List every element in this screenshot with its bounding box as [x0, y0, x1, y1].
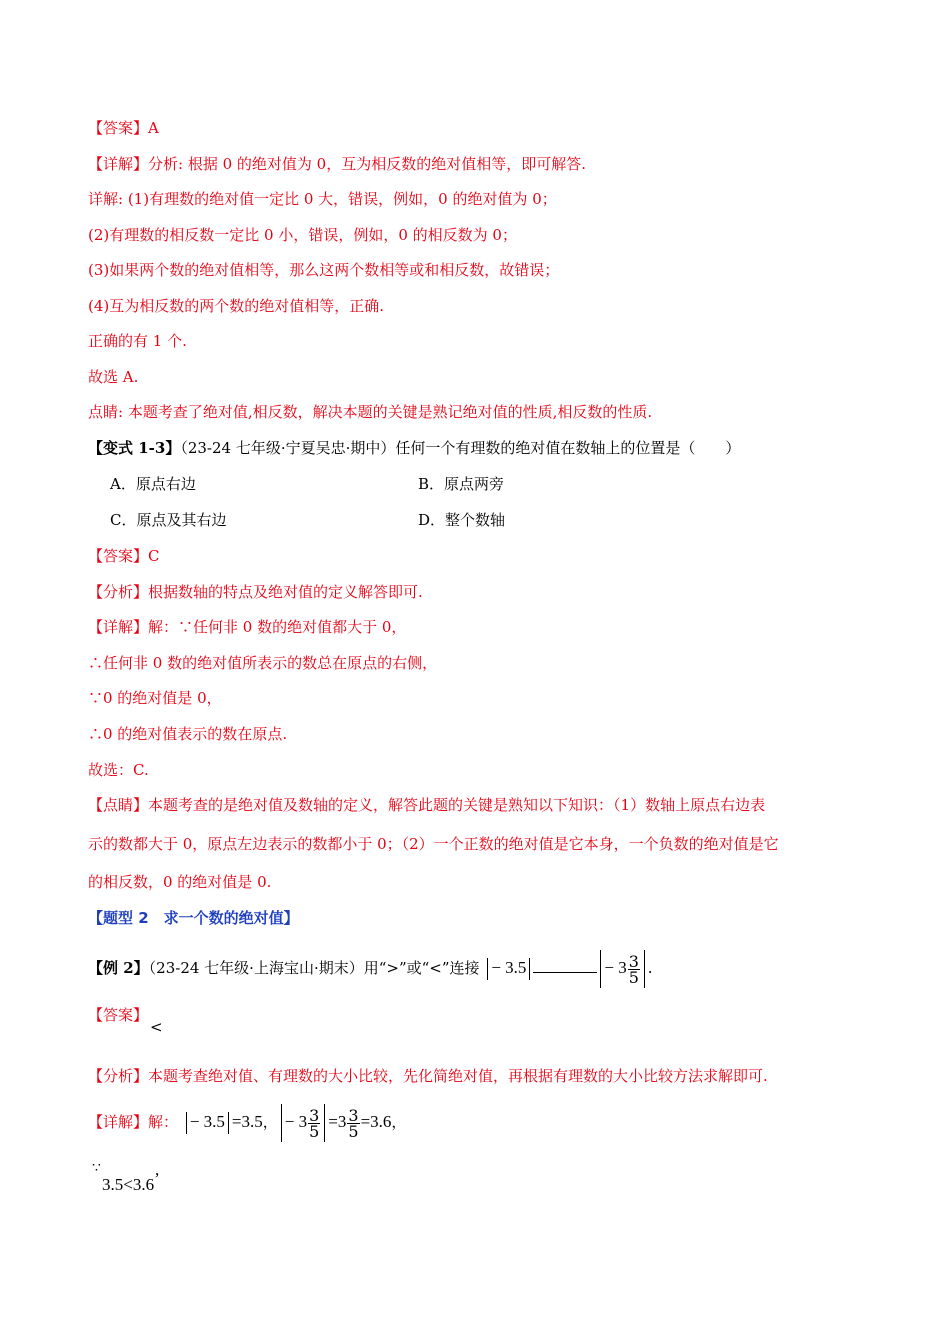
abs-bar: [600, 950, 601, 988]
fraction: $\frac{3}{5}$: [628, 951, 639, 987]
answer-line: 【答案】A: [88, 119, 159, 137]
detail-choice: 故选 A.: [88, 368, 139, 386]
fraction: $\frac{3}{5}$: [348, 1105, 359, 1141]
comment-text-1: 本题考查的是绝对值及数轴的定义，解答此题的关键是熟知以下知识：（1）数轴上原点右边表: [148, 796, 766, 814]
inequality-end: ’: [154, 1169, 160, 1188]
comment-line-2: 示的数都大于 0，原点左边表示的数都小于 0；（2）一个正数的绝对值是它本身，一个负数的绝对值是它: [88, 835, 779, 853]
abs-value-1: − 3.5: [491, 958, 527, 977]
decimal-result: =3.6: [360, 1112, 392, 1131]
detail-step-2: ∵0 的绝对值是 0，: [88, 689, 222, 707]
analysis-line: [88, 1066, 768, 1086]
question-stem: （23-24 七年级·上海宝山·期末）用“>”或“<”连接: [148, 959, 480, 977]
answer-value: <: [150, 1018, 163, 1036]
detail-tag: 【详解】: [88, 618, 149, 636]
abs-value-2-int: − 3: [604, 958, 627, 977]
analysis-line: [88, 582, 423, 602]
analysis-text: 本题考查绝对值、有理数的大小比较，先化简绝对值，再根据有理数的大小比较方法求解即可.: [148, 1067, 768, 1085]
because-symbol: ∵: [92, 1160, 101, 1176]
abs-expr-2-int: − 3: [284, 1112, 308, 1131]
inequality-text: 3.5<3.6: [102, 1175, 155, 1194]
comment-tag: 【点睛】: [88, 796, 149, 814]
answer-tag: 【答案】: [88, 1006, 149, 1024]
abs-result-2: =3: [328, 1112, 347, 1131]
question-stem: （23-24 七年级·宁夏吴忠·期中）任何一个有理数的绝对值在数轴上的位置是（ ）: [180, 439, 741, 457]
comment-line-3: 的相反数，0 的绝对值是 0.: [88, 873, 272, 891]
abs-result-1: =3.5: [231, 1112, 263, 1131]
end-period: .: [647, 958, 653, 977]
detail-line: [88, 1104, 406, 1142]
abs-bar: [186, 1112, 187, 1134]
comma: ，: [262, 1113, 278, 1131]
abs-expr-1: − 3.5: [189, 1112, 225, 1131]
fraction: $\frac{3}{5}$: [309, 1105, 320, 1141]
comment-line-1: [88, 795, 765, 815]
section-title: 【题型 2 求一个数的绝对值】: [88, 909, 299, 927]
answer-value: C: [148, 547, 160, 565]
option-a: A．原点右边: [110, 475, 196, 493]
detail-step-1: ∴任何非 0 数的绝对值所表示的数总在原点的右侧，: [88, 654, 438, 672]
abs-bar: [324, 1104, 325, 1142]
detail-step-3: (3)如果两个数的绝对值相等，那么这两个数相等或和相反数，故错误；: [88, 261, 560, 279]
question-label: 【例 2】: [88, 959, 149, 977]
inequality: [102, 1169, 160, 1195]
detail-line: [88, 617, 406, 637]
analysis-tag: 【分析】: [88, 583, 149, 601]
question-example-2: [88, 950, 652, 988]
answer-line: [88, 1005, 163, 1036]
answer-blank: [533, 958, 597, 973]
option-d: D．整个数轴: [418, 511, 506, 529]
analysis-text: 根据数轴的特点及绝对值的定义解答即可.: [148, 583, 423, 601]
option-b: B．原点两旁: [418, 475, 505, 493]
detail-tag: 【详解】: [88, 1113, 149, 1131]
option-c: C．原点及其右边: [110, 511, 227, 529]
answer-tag: 【答案】: [88, 547, 149, 565]
detail-text: 解：∵任何非 0 数的绝对值都大于 0，: [148, 618, 407, 636]
abs-bar: [228, 1112, 229, 1134]
detail-text: 解：: [148, 1113, 179, 1131]
detail-step-1: 详解: (1)有理数的绝对值一定比 0 大，错误，例如，0 的绝对值为 0；: [88, 190, 557, 208]
detail-choice: 故选：C.: [88, 761, 149, 779]
detail-step-3: ∴0 的绝对值表示的数在原点.: [88, 725, 288, 743]
question-variant-1-3: [88, 438, 740, 458]
answer-line: [88, 546, 160, 566]
question-label: 【变式 1-3】: [88, 439, 181, 457]
comment-line: 点睛: 本题考查了绝对值,相反数，解决本题的关键是熟记绝对值的性质,相反数的性质.: [88, 403, 653, 421]
abs-bar: [644, 950, 645, 988]
abs-bar: [281, 1104, 282, 1142]
abs-bar: [487, 958, 488, 980]
abs-bar: [529, 958, 530, 980]
detail-count: 正确的有 1 个.: [88, 332, 187, 350]
detail-line: 【详解】分析: 根据 0 的绝对值为 0，互为相反数的绝对值相等，即可解答.: [88, 155, 586, 173]
analysis-tag: 【分析】: [88, 1067, 149, 1085]
detail-step-2: (2)有理数的相反数一定比 0 小，错误，例如，0 的相反数为 0；: [88, 226, 517, 244]
comma: ，: [391, 1113, 407, 1131]
detail-step-4: (4)互为相反数的两个数的绝对值相等，正确.: [88, 297, 385, 315]
